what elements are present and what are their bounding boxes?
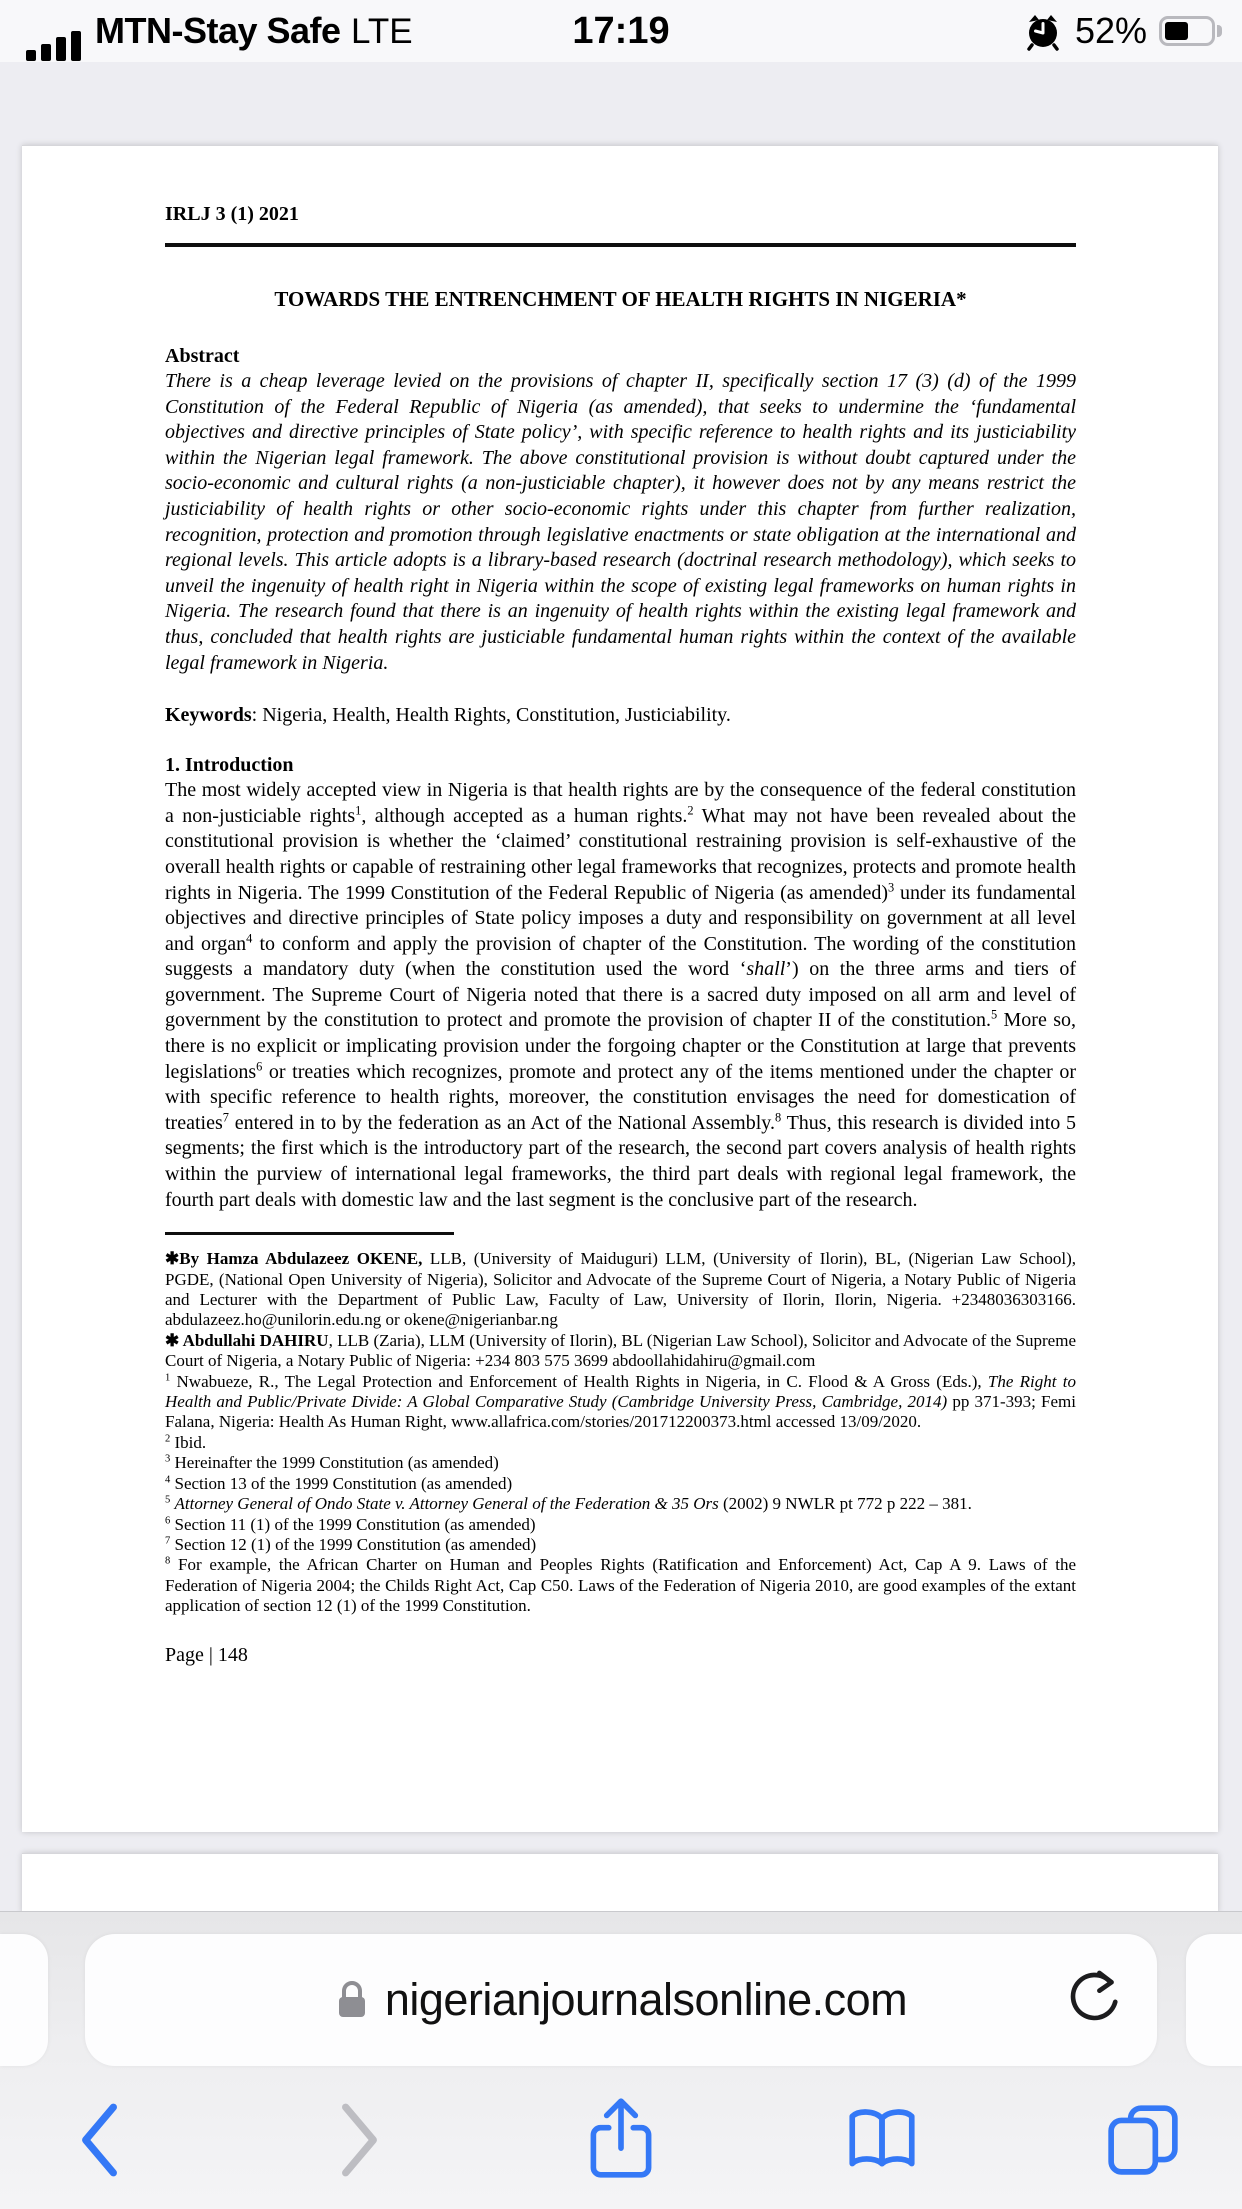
- abstract-heading: Abstract: [165, 345, 240, 367]
- footnotes-block: [165, 1249, 1076, 1616]
- footnote-author-1: ✱By Hamza Abdulazeez OKENE, LLB, (University of Maiduguri) LLM, (University of Ilorin), BL, (Nigerian Law School), PGDE, (National Open University of Nigeria), Solicitor and Advocate of the Supreme Court of Nigeria, a Notary Public of Nigeria and Lecturer with the Department of Public Law, Faculty of Law, University of Ilorin, Ilorin, Nigeria. +2348036303166. abdulazeez.ho@unilorin.edu.ng or okene@nigerianbar.ng: [165, 1249, 1076, 1330]
- article-title: TOWARDS THE ENTRENCHMENT OF HEALTH RIGHTS IN NIGERIA*: [274, 287, 967, 311]
- back-chevron-icon: [76, 2101, 122, 2179]
- toolbar-buttons-row: [0, 2090, 1242, 2190]
- previous-tab-edge[interactable]: [0, 1934, 48, 2066]
- forward-chevron-icon: [337, 2101, 383, 2179]
- share-icon: [584, 2095, 658, 2185]
- footnote-separator-rule: [165, 1232, 454, 1235]
- url-text: nigerianjournalsonline.com: [384, 1974, 908, 2025]
- pdf-page-2: [22, 1853, 1218, 1913]
- address-bar-row: [0, 1934, 1242, 2066]
- introduction-heading: 1. Introduction: [165, 754, 294, 777]
- journal-header: IRLJ 3 (1) 2021: [165, 203, 299, 225]
- keywords-line: Keywords: Nigeria, Health, Health Rights, Constitution, Justiciability.: [165, 704, 731, 727]
- footnote-author-2: ✱ Abdullahi DAHIRU, LLB (Zaria), LLM (University of Ilorin), BL (Nigerian Law School), Solicitor and Advocate of the Supreme Court of Nigeria, a Notary Public of Nigeria: +234 803 575 3699 abdoollahidahiru@gmail.com: [165, 1330, 1076, 1371]
- header-rule: [165, 243, 1076, 247]
- footnote-2: $^2$ Ibid.: [165, 1432, 207, 1452]
- lock-icon: [335, 1980, 369, 2020]
- abstract-text: There is a cheap leverage levied on the provisions of chapter II, specifically section 17 (3) (d) of the 1999 Constitution of the Federal Republic of Nigeria (as amended), that seeks to undermine the ‘fundamental objectives and directive principles of State policy’, with specific reference to health rights and its justiciability within the Nigerian legal framework. The above constitutional provision is without doubt captured under the socio-economic and cultural rights (a non-justiciable chapter), it however does not by any means restrict the justiciability of health rights or other socio-economic rights under this chapter from further realization, recognition, protection and promotion through legislative enactments or state obligation at the international and regional levels. This article adopts is a library-based research (doctrinal research methodology), which seeks to unveil the ingenuity of health right in Nigeria within the scope of existing legal frameworks on human rights in Nigeria. The research found that there is an ingenuity of health rights within the existing legal framework and thus, concluded that health rights are justiciable fundamental human rights within the context of the available legal framework in Nigeria.: [165, 370, 1076, 674]
- address-bar[interactable]: [85, 1934, 1157, 2066]
- footnote-8: $^8$ For example, the African Charter on Human and Peoples Rights (Ratification and Enforcement) Act, Cap A 9. Laws of the Federation of Nigeria 2004; the Childs Right Act, Cap C50. Laws of the Federation of Nigeria 2010, are good examples of the extant application of section 12 (1) of the 1999 Constitution.: [165, 1555, 1076, 1616]
- refresh-icon[interactable]: [1063, 1968, 1119, 2032]
- bookmarks-button[interactable]: [837, 2090, 927, 2190]
- battery-icon: [1159, 16, 1222, 46]
- forward-button[interactable]: [315, 2090, 405, 2190]
- status-bar-right: [1023, 0, 1242, 62]
- clock-label: 17:19: [572, 10, 670, 52]
- page-number-label: Page | 148: [165, 1643, 248, 1666]
- safari-bottom-chrome: [0, 1911, 1242, 2209]
- introduction-paragraph: The most widely accepted view in Nigeria is that health rights are by the consequence of the federal constitution a non-justiciable rights$^1$, although accepted as a human rights.$^2$ What may not have been revealed about the constitutional provision is whether the ‘claimed’ constitutional restraining provision is self-exhaustive of the overall health rights or capable of restraining other legal frameworks that recognizes, protects and promote health rights in Nigeria. The 1999 Constitution of the Federal Republic of Nigeria (as amended)$^3$ under its fundamental objectives and directive principles of State policy imposes a duty and responsibility on government at all level and organ$^4$ to conform and apply the provision of chapter of the Constitution. The wording of the constitution suggests a mandatory duty (when the constitution used the word ‘shall’) on the three arms and tiers of government. The Supreme Court of Nigeria noted that there is a sacred duty imposed on all arm and level of government by the constitution to protect and promote the provision of chapter II of the constitution.$^5$ More so, there is no explicit or implicating provision under the forgoing chapter or the Constitution at large that prevents legislations$^6$ or treaties which recognizes, promote and protect any of the items mentioned under the chapter or with specific reference to health rights, moreover, the constitution envisages the need for domestication of treaties$^7$ entered in to by the federation as an Act of the National Assembly.$^8$ Thus, this research is divided into 5 segments; the first which is the introductory part of the research, the second part covers analysis of health rights within the purview of international legal frameworks, the third part deals with regional legal framework, the fourth part deals with domestic law and the last segment is the conclusive part of the research.: [165, 779, 1077, 1211]
- pdf-page-1: [22, 145, 1218, 1832]
- footnote-7: $^7$ Section 12 (1) of the 1999 Constitution (as amended): [165, 1534, 537, 1554]
- alarm-clock-icon: [1023, 11, 1063, 51]
- carrier-label: MTN-Stay Safe: [95, 9, 341, 51]
- footnote-6: $^6$ Section 11 (1) of the 1999 Constitution (as amended): [165, 1514, 536, 1534]
- footnote-4: $^4$ Section 13 of the 1999 Constitution (as amended): [165, 1473, 513, 1493]
- tabs-button[interactable]: [1098, 2090, 1188, 2190]
- share-button[interactable]: [576, 2090, 666, 2190]
- back-button[interactable]: [54, 2090, 144, 2190]
- footnote-1: $^1$ Nwabueze, R., The Legal Protection and Enforcement of Health Rights in Nigeria, in C. Flood & A Gross (Eds.), The Right to Health and Public/Private Divide: A Global Comparative Study (Cambridge University Press, Cambridge, 2014) pp 371-393; Femi Falana, Nigeria: Health As Human Right, www.allafrica.com/stories/201712200373.html accessed 13/09/2020.: [165, 1371, 1076, 1432]
- footnote-3: $^3$ Hereinafter the 1999 Constitution (as amended): [165, 1453, 499, 1473]
- status-bar: [0, 0, 1242, 62]
- network-type-label: LTE: [351, 11, 413, 51]
- footnote-5: $^5$ Attorney General of Ondo State v. Attorney General of the Federation & 35 Ors (2002) 9 NWLR pt 772 p 222 – 381.: [165, 1494, 972, 1514]
- next-tab-edge[interactable]: [1186, 1934, 1242, 2066]
- battery-percent-label: 52%: [1074, 10, 1147, 51]
- tabs-icon: [1106, 2103, 1180, 2177]
- book-icon: [843, 2105, 921, 2175]
